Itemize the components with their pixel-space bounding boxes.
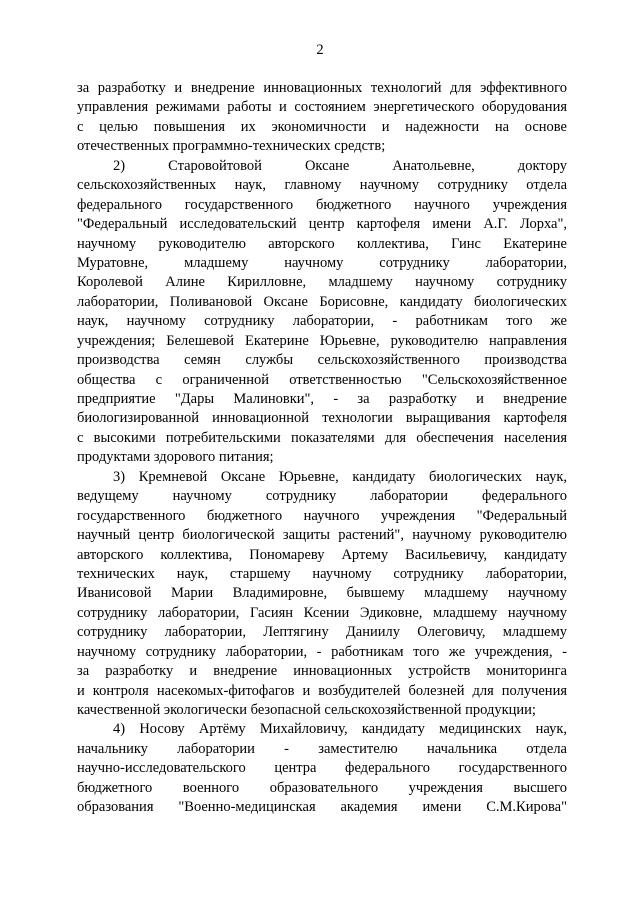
text-line: за разработку и внедрение инновационных устройств мониторинга — [77, 663, 567, 680]
text-line: учреждения; Белешевой Екатерине Юрьевне, руководителю направления — [77, 332, 567, 349]
text-line: "Федеральный исследовательский центр картофеля имени А.Г. Лорха", — [77, 216, 567, 233]
text-line: общества с ограниченной ответственностью "Сельскохозяйственное — [77, 371, 567, 388]
text-line: научно-исследовательского центра федерального государственного — [77, 760, 567, 777]
text-line: 2) Старовойтовой Оксане Анатольевне, доктору — [113, 157, 567, 174]
text-line: с целью повышения их экономичности и надежности на основе — [77, 118, 567, 135]
text-line: 4) Носову Артёму Михайловичу, кандидату медицинских наук, — [113, 721, 567, 738]
text-line: биологизированной инновационной технологии выращивания картофеля — [77, 410, 567, 427]
text-line: продуктами здорового питания; — [77, 449, 274, 466]
text-line: и контроля насекомых-фитофагов и возбудителей болезней для получения — [77, 682, 567, 699]
text-line: лаборатории, Поливановой Оксане Борисовне, кандидату биологических — [77, 293, 567, 310]
text-line: Иванисовой Марии Владимировне, бывшему младшему научному — [77, 585, 567, 602]
text-line: управления режимами работы и состоянием энергетического оборудования — [77, 99, 567, 116]
page-number: 2 — [316, 42, 324, 58]
text-line: качественной экологически безопасной сельскохозяйственной продукции; — [77, 702, 536, 718]
text-line: производства семян службы сельскохозяйственного производства — [77, 352, 567, 369]
text-line: авторского коллектива, Пономареву Артему Васильевичу, кандидату — [77, 546, 567, 563]
text-line: отечественных программно-технических средств; — [77, 138, 386, 155]
document-body — [77, 79, 567, 818]
text-line: сельскохозяйственных наук, главному научному сотруднику отдела — [77, 177, 567, 194]
text-line: наук, научному сотруднику лаборатории, - работникам того же — [77, 313, 567, 330]
text-line: научному сотруднику лаборатории, - работникам того же учреждения, - — [77, 643, 567, 660]
paragraph-item-2 — [77, 157, 567, 468]
text-line: начальнику лаборатории - заместителю начальника отдела — [77, 740, 567, 757]
text-line: Королевой Алине Кирилловне, младшему научному сотруднику — [77, 274, 567, 291]
paragraph-item-4 — [77, 720, 567, 817]
text-line: ведущему научному сотруднику лаборатории федерального — [77, 488, 567, 505]
text-line: за разработку и внедрение инновационных технологий для эффективного — [77, 80, 567, 96]
text-line: технических наук, старшему научному сотруднику лаборатории, — [77, 565, 567, 582]
text-line: образования "Военно-медицинская академия имени С.М.Кирова" — [77, 799, 567, 816]
text-line: бюджетного военного образовательного учреждения высшего — [77, 779, 567, 796]
text-line: 3) Кремневой Оксане Юрьевне, кандидату биологических наук, — [113, 468, 567, 485]
text-line: научному руководителю авторского коллектива, Гинс Екатерине — [77, 235, 567, 252]
paragraph-continuation — [77, 79, 567, 157]
text-line: сотруднику лаборатории, Лептягину Даниилу Олеговичу, младшему — [77, 624, 567, 641]
text-line: сотруднику лаборатории, Гасиян Ксении Эдиковне, младшему научному — [77, 604, 567, 621]
text-line: научный центр биологической защиты растений", научному руководителю — [77, 527, 567, 544]
text-line: государственного бюджетного научного учреждения "Федеральный — [77, 507, 567, 524]
text-line: Муратовне, младшему научному сотруднику лаборатории, — [77, 254, 567, 271]
paragraph-item-3 — [77, 468, 567, 721]
text-line: предприятие "Дары Малиновки", - за разработку и внедрение — [77, 391, 567, 407]
text-line: федерального государственного бюджетного научного учреждения — [77, 196, 567, 213]
text-line: с высокими потребительскими показателями для обеспечения населения — [77, 429, 567, 446]
